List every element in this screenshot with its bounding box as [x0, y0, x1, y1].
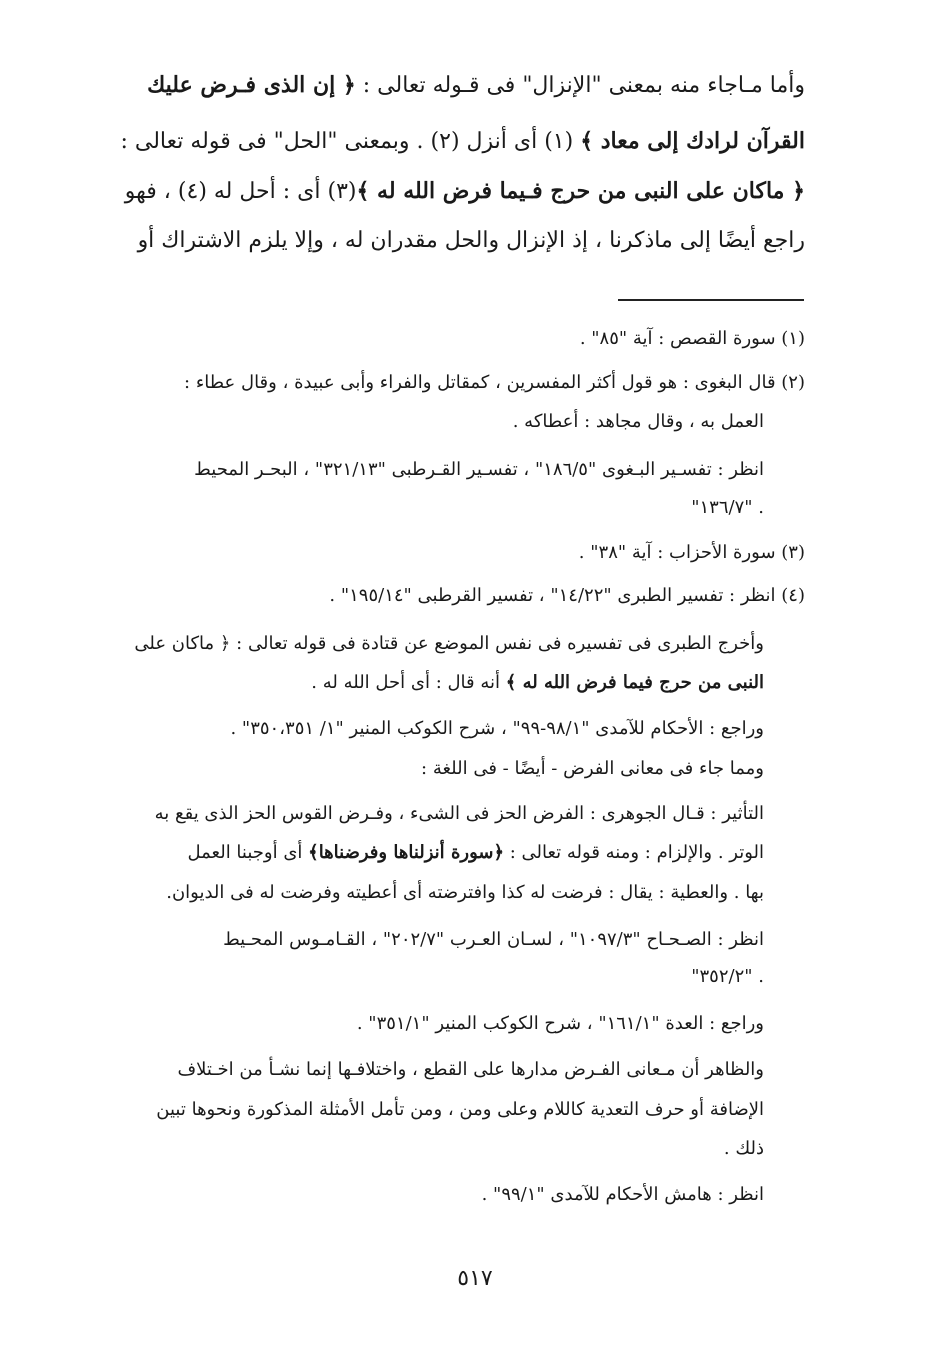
main-text-line-1 [147, 70, 805, 101]
footnote-4-line-10: "٣٥٢/٢" . [691, 966, 764, 987]
footnote-4-line-8: بها . والعطية : يقال : فرضت له كذا وافترضته أى أعطيته وفرضت له فى الديوان. [166, 882, 764, 903]
footnote-4-line-15: انظر : هامش الأحكام للآمدى "٩٩/١" . [481, 1184, 764, 1205]
footnote-4-line-3 [311, 670, 764, 696]
footnote-2-line-2: العمل به ، وقال مجاهد : أعطاكه . [512, 411, 764, 432]
footnote-2-line-3: انظر : تفسـير البـغوى "١٨٦/٥" ، تفسـير القـرطبى "٣٢١/١٣" ، البحـر المحيط [194, 459, 764, 480]
quran-quote: ﴿سورة أنزلناها وفرضناها﴾ [308, 842, 504, 863]
main-text-segment: (١) أى أنزل (٢) . وبمعنى "الحل" فى قوله تعالى : [120, 129, 581, 154]
main-text-line-3 [125, 176, 805, 207]
footnote-4-line-7 [188, 840, 765, 866]
footnote-4-line-5: ومما جاء فى معانى الفرض - أيضًا - فى اللغة : [421, 758, 764, 779]
main-text-segment: (٣) أى : أحل له (٤) ، فهو [124, 179, 357, 204]
footnote-4-line-4: وراجع : الأحكام للآمدى "٩٨/١-٩٩" ، شرح الكوكب المنير "١/ ٣٥٠،٣٥١" . [230, 718, 764, 739]
footnote-4-line-9: انظر : الصـحـاح "١٠٩٧/٣" ، لسـان العـرب "٢٠٢/٧" ، القـامـوس المحـيط [223, 929, 764, 950]
footnote-4-line-13: الإضافة أو حرف التعدية كاللام وعلى ومن ، ومن تأمل الأمثلة المذكورة ونحوها تبين [156, 1099, 764, 1120]
footnote-4-line-1: (٤) انظر : تفسير الطبرى "١٤/٢٢" ، تفسير القرطبى "١٩٥/١٤" . [329, 585, 805, 606]
footnote-separator [618, 299, 804, 301]
footnote-3: (٣) سورة الأحزاب : آية "٣٨" . [578, 542, 805, 563]
quran-quote: القرآن لرادك إلى معاد ﴾ [580, 128, 805, 154]
footnote-1: (١) سورة القصص : آية "٨٥" . [579, 328, 805, 349]
main-text-line-2 [120, 126, 805, 157]
footnote-4-line-6: التأثير : قـال الجوهرى : الفرض الحز فى الشىء ، وفـرض القوس الحز الذى يقع به [154, 803, 764, 824]
footnote-4-line-11: وراجع : العدة "١٦١/١" ، شرح الكوكب المنير "٣٥١/١" . [356, 1013, 764, 1034]
footnote-4-line-2: وأخرج الطبرى فى تفسيره فى نفس الموضع عن قتادة فى قوله تعالى : ﴿ ماكان على [134, 633, 764, 654]
footnote-4-line-12: والظاهر أن مـعانى الفـرض مدارها على القطع ، واختلافـها إنما نشـأ من اخـتلاف [177, 1059, 764, 1080]
quran-quote: ﴿ إن الذى فـرض عليك [147, 72, 356, 98]
footnote-segment: أنه قال : أى أحل الله له . [311, 672, 506, 693]
footnote-2-line-4: "١٣٦/٧" . [691, 497, 764, 518]
main-text-segment: وأما مـاجاء منه بمعنى "الإنزال" فى قـوله تعالى : [355, 73, 805, 98]
footnote-2-line-1: (٢) قال البغوى : هو قول أكثر المفسرين ، كمقاتل والفراء وأبى عبيدة ، وقال عطاء : [184, 372, 805, 393]
quran-quote: النبى من حرج فيما فرض الله له ﴾ [505, 672, 764, 693]
main-text-line-4: راجع أيضًا إلى ماذكرنا ، إذ الإنزال والحل مقدران له ، وإلا يلزم الاشتراك أو [137, 228, 805, 253]
footnote-4-line-14: ذلك . [723, 1138, 764, 1159]
page-number: ٥١٧ [457, 1266, 493, 1291]
footnote-segment: أى أوجبنا العمل [187, 842, 309, 863]
quran-quote: ﴿ ماكان على النبى من حرج فـيما فرض الله له ﴾ [356, 178, 805, 204]
footnote-segment: الوتر . والإلزام : ومنه قوله تعالى : [504, 842, 764, 863]
